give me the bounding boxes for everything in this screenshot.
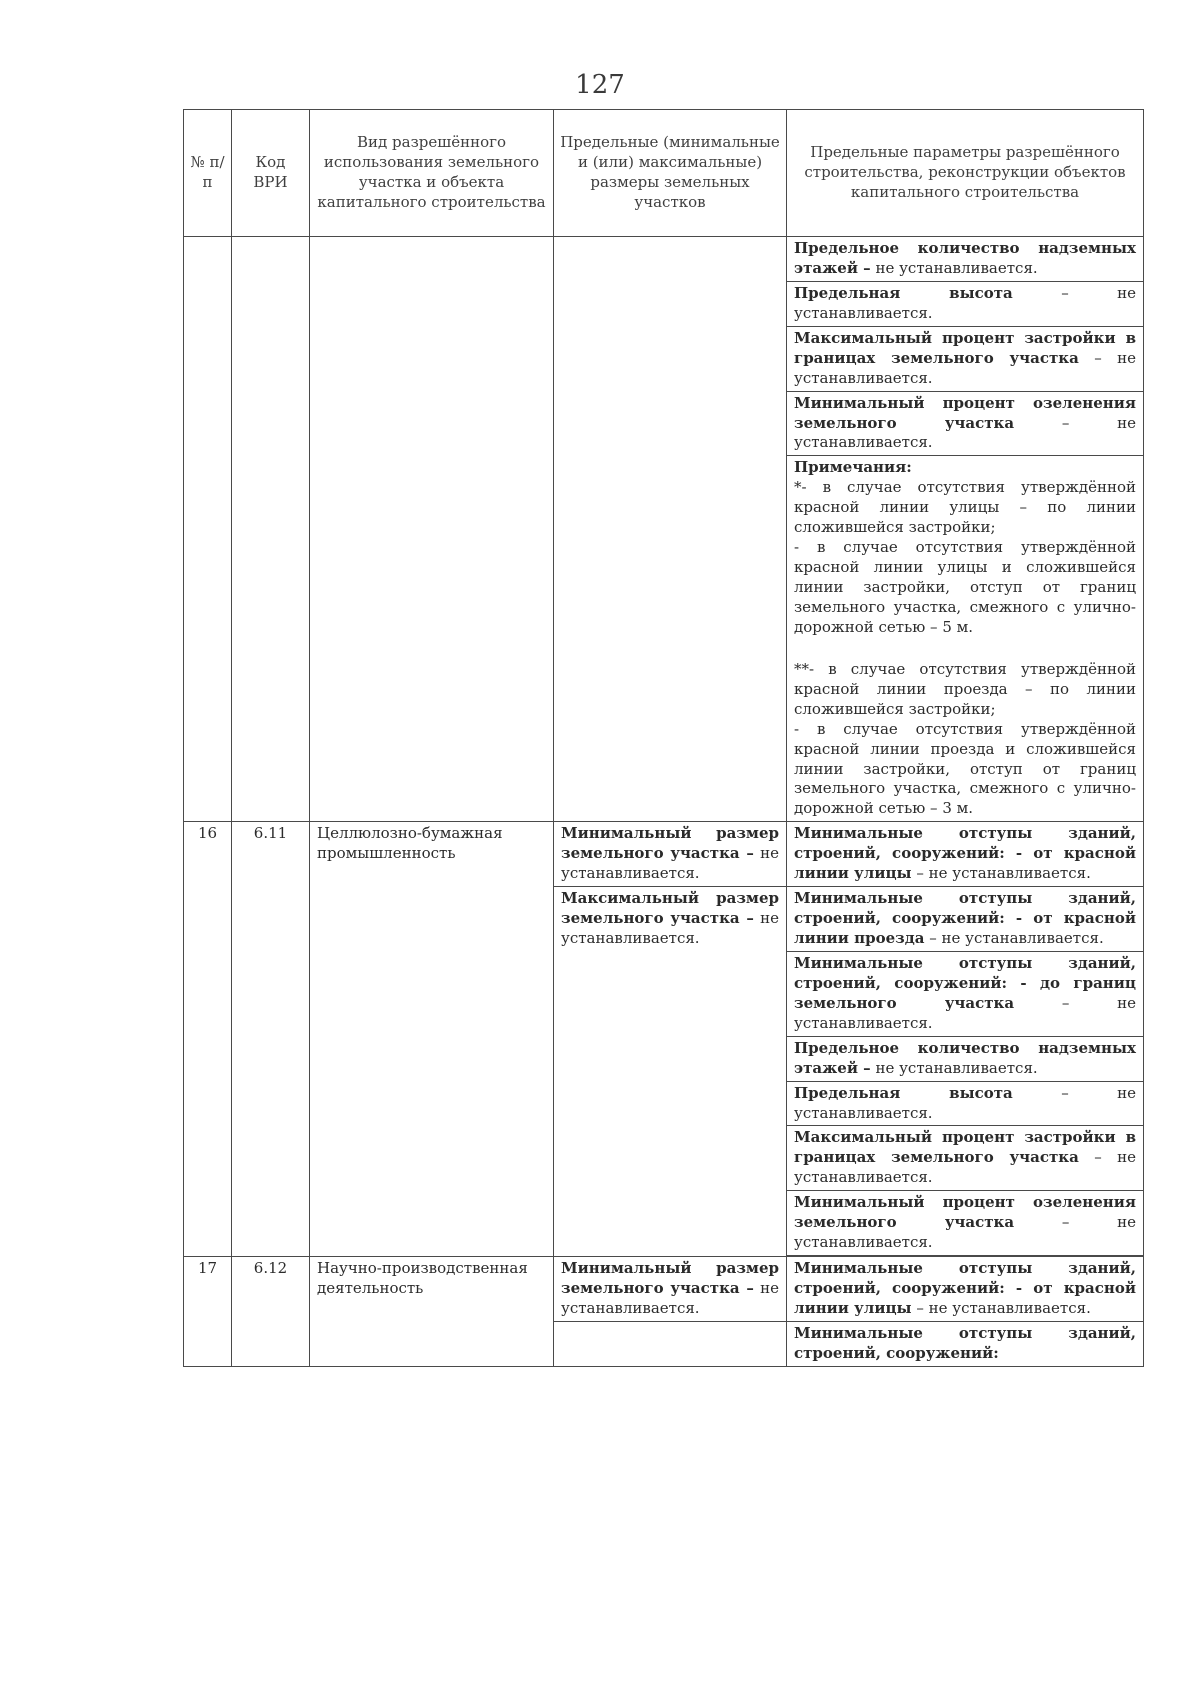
param-cell (787, 951, 1144, 1036)
param-cell (787, 237, 1144, 282)
header-sizes: Предельные (минимальные и (или) максимальные) размеры земельных участков (554, 110, 787, 237)
header-num: № п/п (184, 110, 232, 237)
table-row (184, 237, 1144, 282)
note-text: **- в случае отсутствия утверждённой красной линии проезда – по линии сложившейся застройки; (794, 659, 1136, 718)
size-value: не устанавливается. (561, 844, 779, 883)
size-value: не устанавливается. (561, 1279, 779, 1317)
param-label: Максимальный процент застройки в границах земельного участка (794, 328, 1136, 367)
size-cell (554, 1321, 787, 1366)
note-text: - в случае отсутствия утверждённой красной линии улицы и сложившейся линии застройки, отступ от границ земельного участка, смежного с улично-дорожной сетью – 5 м. (794, 538, 1136, 636)
param-cell (787, 281, 1144, 326)
param-label: Минимальные отступы зданий, строений, сооружений: - от красной линии проезда (794, 889, 1136, 947)
header-code: Код ВРИ (232, 110, 310, 237)
size-label: Минимальный размер земельного участка – (561, 824, 779, 863)
param-label: Предельная высота (794, 283, 1013, 302)
param-value: – не устанавливается. (794, 993, 1136, 1032)
param-cell (787, 1036, 1144, 1081)
size-cell (554, 822, 787, 887)
param-cell (787, 1081, 1144, 1126)
param-value: – не устанавливается. (911, 864, 1091, 883)
notes-title: Примечания: (794, 458, 912, 477)
param-label: Предельная высота (794, 1083, 1013, 1102)
param-value: – не устанавливается. (924, 929, 1104, 947)
param-value: не устанавливается. (870, 258, 1038, 277)
param-value: – не устанавливается. (794, 1083, 1136, 1122)
param-cell (787, 1321, 1144, 1366)
param-value: – не устанавливается. (794, 283, 1136, 322)
size-cell (554, 887, 787, 1257)
size-label: Максимальный размер земельного участка – (561, 889, 779, 928)
param-cell (787, 1126, 1144, 1191)
param-value: – не устанавливается. (794, 1213, 1136, 1252)
note-text: *- в случае отсутствия утверждённой красной линии улицы – по линии сложившейся застройки; (794, 478, 1136, 537)
header-use: Вид разрешённого использования земельного участка и объекта капитального строительства (310, 110, 554, 237)
note-text: - в случае отсутствия утверждённой красной линии проезда и сложившейся линии застройки, отступ от границ земельного участка, смежного с улично-дорожной сетью – 3 м. (794, 719, 1136, 818)
row-code: 6.12 (232, 1257, 310, 1367)
size-label: Минимальный размер земельного участка – (561, 1259, 779, 1297)
param-label: Максимальный процент застройки в границах земельного участка (794, 1128, 1136, 1167)
param-value: – не устанавливается. (911, 1298, 1091, 1317)
page-number: 127 (575, 70, 625, 100)
param-label: Минимальные отступы зданий, строений, сооружений: - до границ земельного участка (794, 953, 1136, 1012)
notes-cell (787, 456, 1144, 822)
param-value: – не устанавливается. (794, 1148, 1136, 1187)
param-label: Предельное количество надземных этажей – (794, 1038, 1136, 1077)
param-label: Минимальные отступы зданий, строений, сооружений: (794, 1323, 1136, 1362)
param-cell (787, 1257, 1144, 1322)
param-label: Минимальные отступы зданий, строений, сооружений: - от красной линии улицы (794, 1259, 1136, 1317)
param-label: Минимальные отступы зданий, строений, сооружений: - от красной линии улицы (794, 824, 1136, 883)
param-value: – не устанавливается. (794, 348, 1136, 387)
cont-code-cell (232, 237, 310, 822)
header-params: Предельные параметры разрешённого строительства, реконструкции объектов капитального строительства (787, 110, 1144, 237)
param-label: Предельное количество надземных этажей – (794, 239, 1136, 277)
param-value: не устанавливается. (870, 1058, 1038, 1077)
cont-use-cell (310, 237, 554, 822)
land-use-table (183, 109, 1144, 1367)
param-value: – не устанавливается. (794, 413, 1136, 452)
cont-sizes-cell (554, 237, 787, 822)
row-use: Целлюлозно-бумажная промышленность (310, 822, 554, 1257)
table-row (184, 822, 1144, 887)
param-label: Минимальный процент озеленения земельного участка (794, 1193, 1136, 1232)
table-header-row (184, 110, 1144, 237)
row-num: 17 (184, 1257, 232, 1367)
size-cell (554, 1257, 787, 1322)
row-code: 6.11 (232, 822, 310, 1257)
param-label: Минимальный процент озеленения земельного участка (794, 393, 1136, 432)
table-row (184, 1257, 1144, 1322)
param-cell (787, 1191, 1144, 1256)
param-cell (787, 887, 1144, 952)
row-use: Научно-производственная деятельность (310, 1257, 554, 1367)
size-value: не устанавливается. (561, 909, 779, 947)
param-cell (787, 391, 1144, 456)
cont-num-cell (184, 237, 232, 822)
row-num: 16 (184, 822, 232, 1257)
param-cell (787, 822, 1144, 887)
param-cell (787, 326, 1144, 391)
